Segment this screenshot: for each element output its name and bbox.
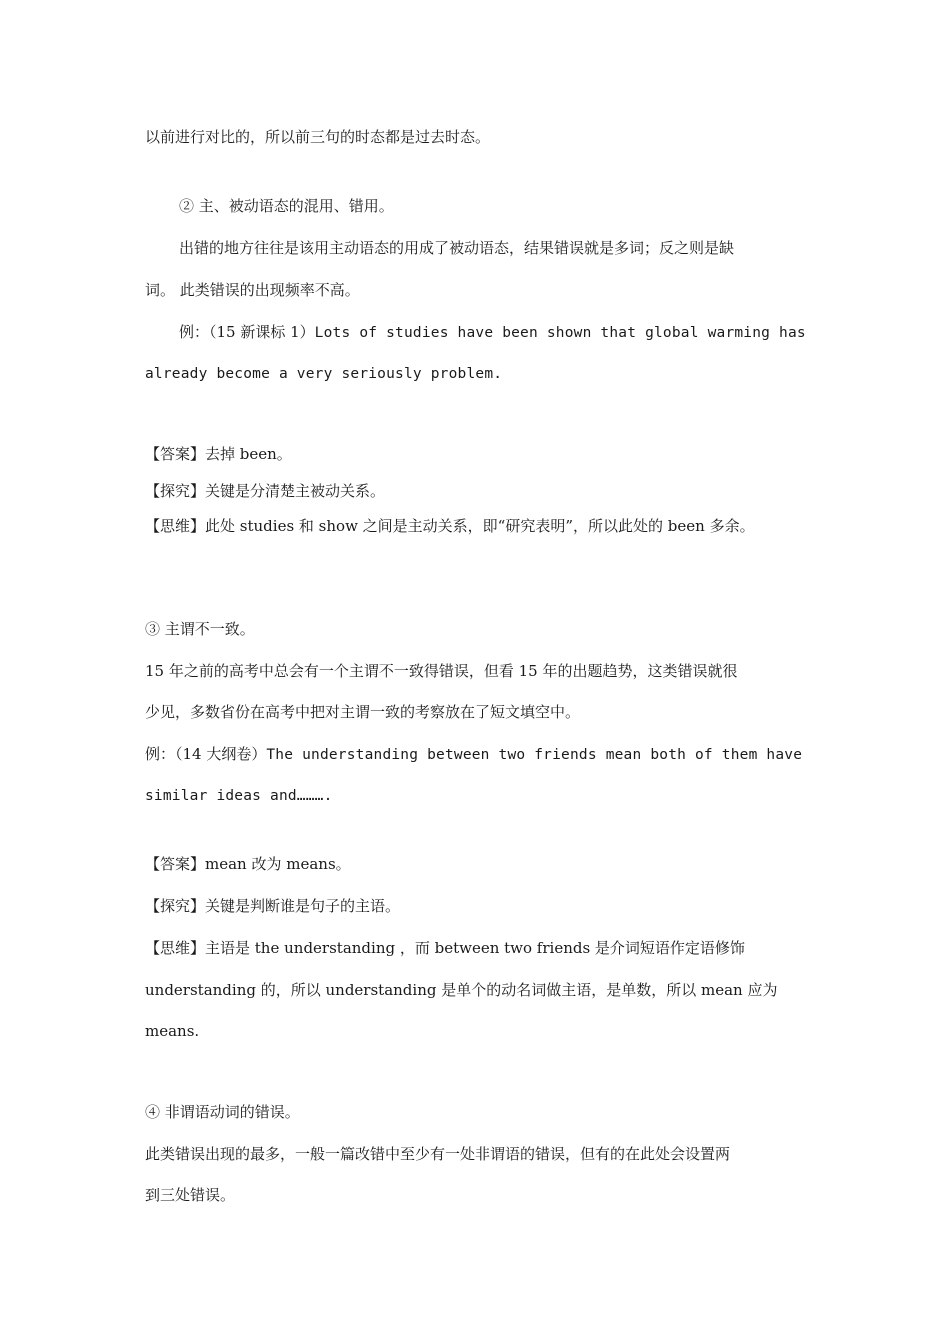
paragraph-line: 少见，多数省份在高考中把对主谓一致的考察放在了短文填空中。 — [145, 703, 581, 721]
reasoning-tag: 【思维】 — [145, 517, 206, 535]
reasoning-text-cont: means. — [145, 1022, 200, 1040]
paragraph-line: 到三处错误。 — [145, 1186, 236, 1204]
example-sentence-cont: similar ideas and………. — [145, 788, 333, 804]
example-label: 例：（14 大纲卷） — [145, 745, 267, 763]
example-label: 例：（15 新课标 1） — [179, 323, 315, 341]
paragraph-line: 词。 此类错误的出现频率不高。 — [145, 281, 360, 299]
analysis-text: 关键是判断谁是句子的主语。 — [205, 897, 401, 915]
analysis-tag: 【探究】 — [145, 897, 206, 915]
paragraph-line: 此类错误出现的最多，一般一篇改错中至少有一处非谓语的错误，但有的在此处会设置两 — [145, 1145, 731, 1163]
example-sentence: The understanding between two friends mean both of them have — [266, 747, 803, 763]
answer-line — [145, 854, 351, 874]
reasoning-text-cont: understanding 的，所以 understanding 是单个的动名词做主语，是单数，所以 mean 应为 — [145, 981, 778, 999]
analysis-line — [145, 481, 385, 501]
section-heading-agreement: ③ 主谓不一致。 — [145, 620, 255, 638]
section-heading-nonfinite: ④ 非谓语动词的错误。 — [145, 1103, 300, 1121]
example-line — [145, 744, 802, 765]
reasoning-tag: 【思维】 — [145, 939, 206, 957]
answer-tag: 【答案】 — [145, 445, 206, 463]
example-sentence-cont: already become a very seriously problem. — [145, 366, 503, 382]
reasoning-text: 此处 studies 和 show 之间是主动关系，即“研究表明”，所以此处的 been 多余。 — [205, 517, 755, 535]
paragraph-line: 以前进行对比的，所以前三句的时态都是过去时态。 — [145, 128, 491, 146]
answer-text: 去掉 been。 — [205, 445, 292, 463]
answer-line — [145, 444, 292, 464]
example-sentence: Lots of studies have been shown that global warming has — [314, 325, 806, 341]
reasoning-line — [145, 516, 755, 536]
reasoning-line — [145, 938, 745, 958]
analysis-line — [145, 896, 400, 916]
section-heading-voice: ② 主、被动语态的混用、错用。 — [179, 197, 394, 215]
analysis-tag: 【探究】 — [145, 482, 206, 500]
analysis-text: 关键是分清楚主被动关系。 — [205, 482, 386, 500]
paragraph-line: 出错的地方往往是该用主动语态的用成了被动语态，结果错误就是多词；反之则是缺 — [179, 239, 735, 257]
reasoning-text: 主语是 the understanding ，而 between two friends 是介词短语作定语修饰 — [205, 939, 745, 957]
answer-tag: 【答案】 — [145, 855, 206, 873]
example-line — [179, 322, 806, 343]
answer-text: mean 改为 means。 — [205, 855, 351, 873]
paragraph-line: 15 年之前的高考中总会有一个主谓不一致得错误，但看 15 年的出题趋势，这类错误就很 — [145, 662, 738, 680]
